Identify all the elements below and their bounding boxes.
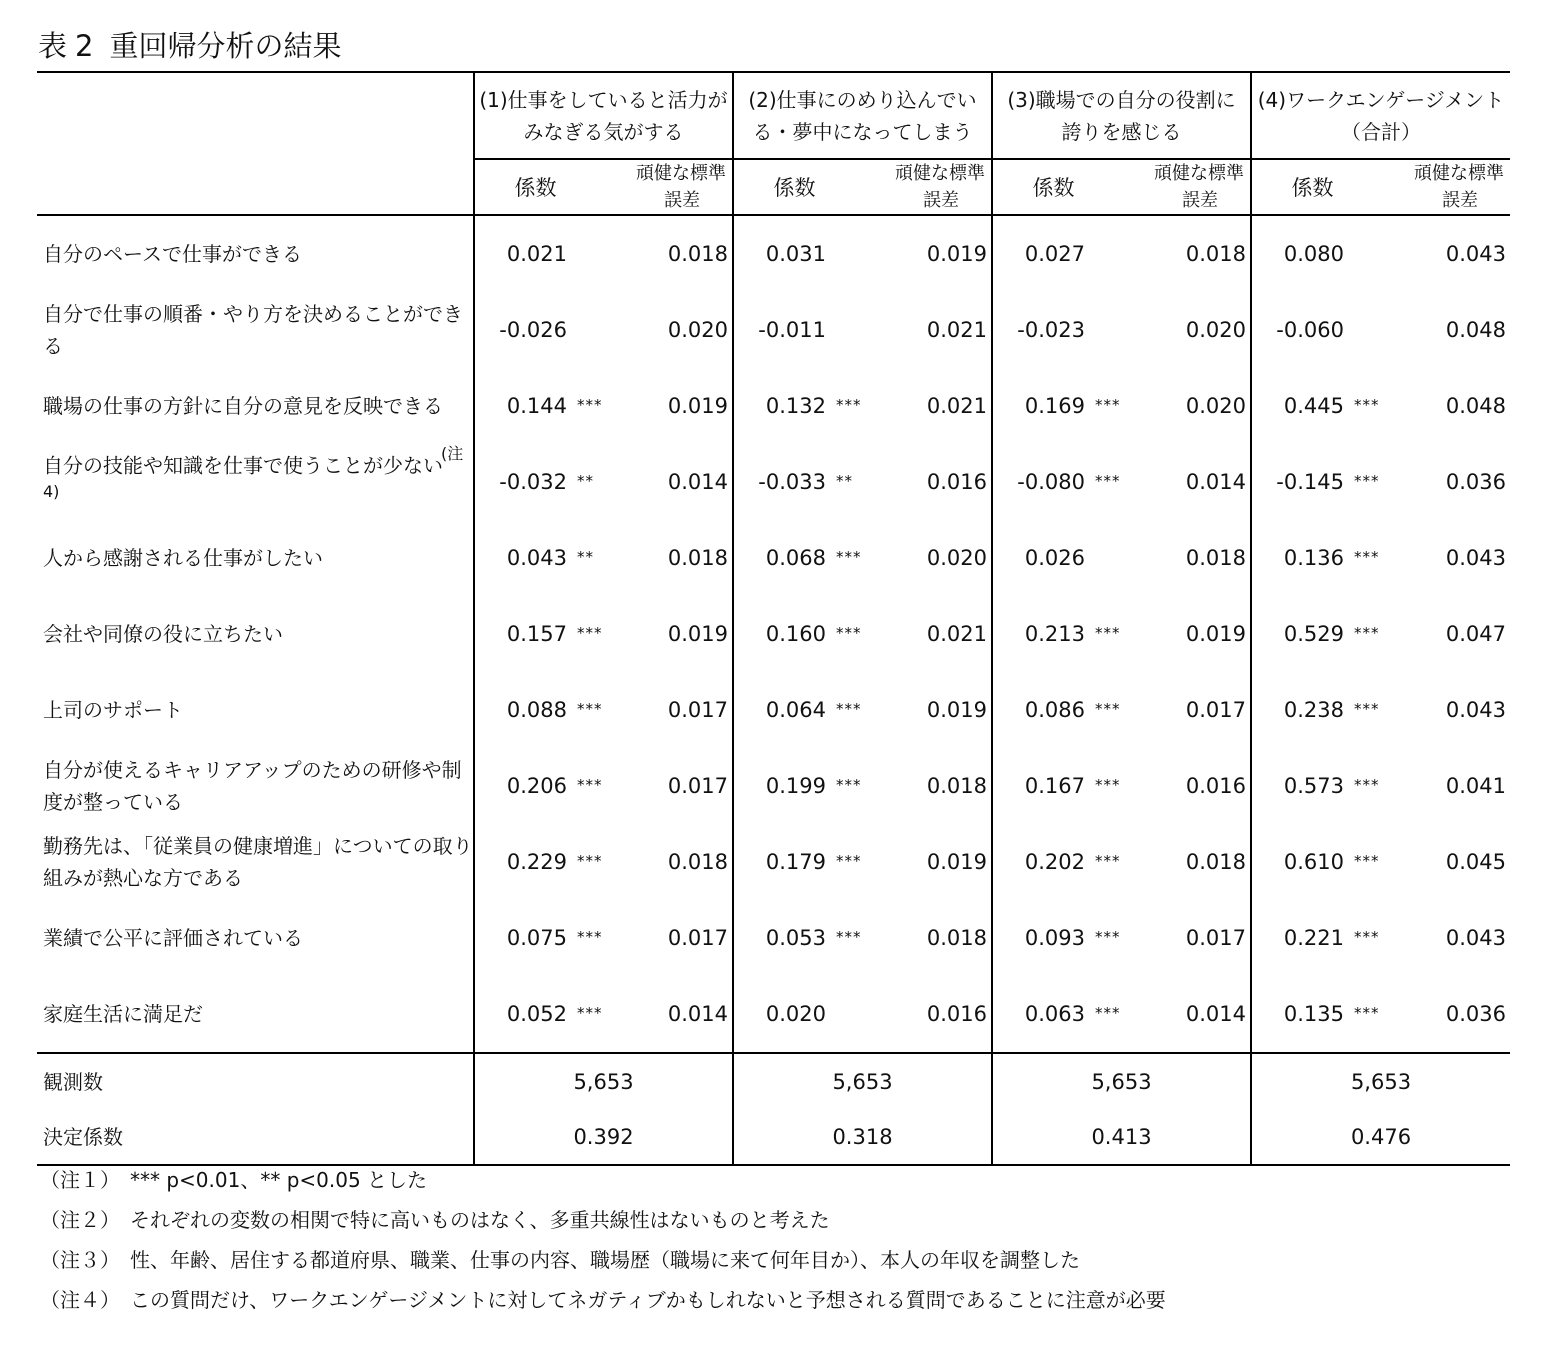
variable-label: 自分のペースで仕事ができる bbox=[43, 242, 302, 266]
se-header: 頑健な標準 誤差 bbox=[1138, 159, 1251, 215]
se-cell: 0.018 bbox=[1185, 546, 1246, 570]
table-row bbox=[37, 215, 1510, 292]
table-row bbox=[37, 900, 1510, 976]
se-cell: 0.014 bbox=[1185, 470, 1246, 494]
coef-cell: -0.011 bbox=[733, 292, 879, 368]
significance-stars: *** bbox=[836, 624, 862, 642]
significance-stars: *** bbox=[836, 852, 862, 870]
coef-cell: 0.068 *** bbox=[733, 520, 879, 596]
significance-stars: *** bbox=[1095, 928, 1121, 946]
se-cell: 0.019 bbox=[926, 242, 987, 266]
se-cell: 0.018 bbox=[667, 242, 728, 266]
coef-cell: 0.221 *** bbox=[1251, 900, 1397, 976]
model-header-2: (2)仕事にのめり込んでい る・夢中になってしまう bbox=[733, 72, 992, 159]
coef-cell: -0.145 *** bbox=[1251, 444, 1397, 520]
coef-cell: 0.075 *** bbox=[474, 900, 620, 976]
se-cell: 0.041 bbox=[1445, 774, 1506, 798]
footnote-tag: （注４） bbox=[40, 1288, 120, 1312]
stat-label: 観測数 bbox=[37, 1053, 474, 1109]
coef-cell: 0.132 *** bbox=[733, 368, 879, 444]
variable-label: 自分で仕事の順番・やり方を決めることができる bbox=[43, 302, 463, 358]
significance-stars: *** bbox=[1095, 776, 1121, 794]
stat-value: 5,653 bbox=[992, 1053, 1251, 1109]
title-number: 2 bbox=[75, 29, 94, 63]
coef-cell: 0.445 *** bbox=[1251, 368, 1397, 444]
se-cell: 0.021 bbox=[926, 622, 987, 646]
se-cell: 0.014 bbox=[1185, 1002, 1246, 1026]
se-cell: 0.014 bbox=[667, 1002, 728, 1026]
table-row bbox=[37, 824, 1510, 900]
table-body bbox=[37, 215, 1510, 1053]
title-prefix: 表 bbox=[38, 29, 68, 63]
coef-cell: 0.157 *** bbox=[474, 596, 620, 672]
significance-stars: *** bbox=[1354, 624, 1380, 642]
coef-cell: 0.169 *** bbox=[992, 368, 1138, 444]
coef-cell: 0.031 bbox=[733, 215, 879, 292]
coef-cell: 0.610 *** bbox=[1251, 824, 1397, 900]
footnote bbox=[40, 1280, 1166, 1320]
significance-stars: *** bbox=[1354, 852, 1380, 870]
title-text: 重回帰分析の結果 bbox=[109, 29, 342, 63]
se-cell: 0.021 bbox=[926, 318, 987, 342]
coef-header: 係数 bbox=[474, 159, 620, 215]
coef-cell: 0.088 *** bbox=[474, 672, 620, 748]
table-row bbox=[37, 292, 1510, 368]
coef-cell: -0.080 *** bbox=[992, 444, 1138, 520]
se-cell: 0.016 bbox=[1185, 774, 1246, 798]
significance-stars: *** bbox=[1354, 1004, 1380, 1022]
significance-stars: *** bbox=[577, 852, 603, 870]
model-header-1: (1)仕事をしていると活力が みなぎる気がする bbox=[474, 72, 733, 159]
table-stats bbox=[37, 1053, 1510, 1165]
significance-stars: *** bbox=[577, 776, 603, 794]
se-header: 頑健な標準 誤差 bbox=[620, 159, 733, 215]
footnote-tag: （注３） bbox=[40, 1248, 120, 1272]
coef-cell: 0.135 *** bbox=[1251, 976, 1397, 1053]
coef-cell: 0.063 *** bbox=[992, 976, 1138, 1053]
se-cell: 0.036 bbox=[1445, 470, 1506, 494]
se-cell: 0.043 bbox=[1445, 546, 1506, 570]
footnote bbox=[40, 1200, 1166, 1240]
coef-cell: 0.086 *** bbox=[992, 672, 1138, 748]
stat-label: 決定係数 bbox=[37, 1109, 474, 1165]
se-cell: 0.017 bbox=[667, 926, 728, 950]
table-row bbox=[37, 444, 1510, 520]
table-title bbox=[38, 24, 341, 65]
subheader-blank bbox=[37, 159, 474, 215]
significance-stars: *** bbox=[1354, 548, 1380, 566]
footnote-text: *** p<0.01、** p<0.05 とした bbox=[130, 1168, 428, 1192]
significance-stars: *** bbox=[836, 396, 862, 414]
coef-cell: 0.229 *** bbox=[474, 824, 620, 900]
coef-header: 係数 bbox=[992, 159, 1138, 215]
significance-stars: *** bbox=[836, 776, 862, 794]
table-row bbox=[37, 748, 1510, 824]
stat-value: 0.476 bbox=[1251, 1109, 1510, 1165]
footnote-text: 性、年齢、居住する都道府県、職業、仕事の内容、職場歴（職場に来て何年目か）、本人の年収を調整した bbox=[130, 1248, 1080, 1272]
significance-stars: *** bbox=[577, 624, 603, 642]
significance-stars: *** bbox=[836, 700, 862, 718]
coef-cell: 0.053 *** bbox=[733, 900, 879, 976]
se-cell: 0.048 bbox=[1445, 394, 1506, 418]
significance-stars: *** bbox=[1354, 396, 1380, 414]
variable-label: 勤務先は、「従業員の健康増進」についての取り組みが熱心な方である bbox=[43, 834, 473, 890]
significance-stars: *** bbox=[577, 396, 603, 414]
coef-cell: 0.202 *** bbox=[992, 824, 1138, 900]
coef-cell: 0.020 bbox=[733, 976, 879, 1053]
coef-cell: 0.093 *** bbox=[992, 900, 1138, 976]
se-cell: 0.016 bbox=[926, 1002, 987, 1026]
variable-label: 会社や同僚の役に立ちたい bbox=[43, 622, 283, 646]
variable-label: 人から感謝される仕事がしたい bbox=[43, 546, 323, 570]
se-cell: 0.020 bbox=[926, 546, 987, 570]
footnotes bbox=[40, 1160, 1166, 1320]
significance-stars: *** bbox=[577, 700, 603, 718]
se-cell: 0.018 bbox=[926, 926, 987, 950]
stat-row bbox=[37, 1109, 1510, 1165]
se-cell: 0.017 bbox=[1185, 926, 1246, 950]
footnote-text: それぞれの変数の相関で特に高いものはなく、多重共線性はないものと考えた bbox=[130, 1208, 830, 1232]
stat-row bbox=[37, 1053, 1510, 1109]
se-cell: 0.036 bbox=[1445, 1002, 1506, 1026]
coef-cell: 0.167 *** bbox=[992, 748, 1138, 824]
significance-stars: *** bbox=[1095, 624, 1121, 642]
se-cell: 0.020 bbox=[1185, 318, 1246, 342]
coef-cell: 0.043 ** bbox=[474, 520, 620, 596]
se-cell: 0.045 bbox=[1445, 850, 1506, 874]
coef-cell: 0.080 bbox=[1251, 215, 1397, 292]
table-row bbox=[37, 672, 1510, 748]
coef-cell: 0.206 *** bbox=[474, 748, 620, 824]
se-cell: 0.043 bbox=[1445, 242, 1506, 266]
significance-stars: *** bbox=[1354, 776, 1380, 794]
coef-cell: -0.023 bbox=[992, 292, 1138, 368]
coef-cell: 0.021 bbox=[474, 215, 620, 292]
significance-stars: *** bbox=[577, 1004, 603, 1022]
se-cell: 0.019 bbox=[926, 850, 987, 874]
variable-label: 上司のサポート bbox=[43, 698, 183, 722]
coef-cell: 0.144 *** bbox=[474, 368, 620, 444]
se-cell: 0.018 bbox=[667, 850, 728, 874]
significance-stars: *** bbox=[1095, 1004, 1121, 1022]
se-header: 頑健な標準 誤差 bbox=[879, 159, 992, 215]
variable-label: 家庭生活に満足だ bbox=[43, 1002, 203, 1026]
se-cell: 0.048 bbox=[1445, 318, 1506, 342]
variable-label: 自分の技能や知識を仕事で使うことが少ない$^{(注4)}$ bbox=[43, 444, 464, 501]
footnote-ref: (注4) bbox=[43, 444, 464, 501]
se-cell: 0.017 bbox=[667, 774, 728, 798]
se-cell: 0.018 bbox=[926, 774, 987, 798]
coef-header: 係数 bbox=[1251, 159, 1397, 215]
stat-value: 0.392 bbox=[474, 1109, 733, 1165]
se-cell: 0.020 bbox=[1185, 394, 1246, 418]
footnote-tag: （注２） bbox=[40, 1208, 120, 1232]
coef-cell: 0.136 *** bbox=[1251, 520, 1397, 596]
se-cell: 0.047 bbox=[1445, 622, 1506, 646]
se-cell: 0.019 bbox=[667, 394, 728, 418]
coef-cell: -0.032 ** bbox=[474, 444, 620, 520]
coef-cell: 0.160 *** bbox=[733, 596, 879, 672]
se-header: 頑健な標準 誤差 bbox=[1397, 159, 1510, 215]
coef-cell: 0.027 bbox=[992, 215, 1138, 292]
significance-stars: *** bbox=[577, 928, 603, 946]
coef-cell: 0.573 *** bbox=[1251, 748, 1397, 824]
footnote-text: この質問だけ、ワークエンゲージメントに対してネガティブかもしれないと予想される質問であることに注意が必要 bbox=[130, 1288, 1166, 1312]
significance-stars: ** bbox=[577, 472, 594, 490]
significance-stars: *** bbox=[1354, 700, 1380, 718]
table-row bbox=[37, 596, 1510, 672]
footnote bbox=[40, 1160, 1166, 1200]
se-cell: 0.018 bbox=[1185, 850, 1246, 874]
variable-label: 職場の仕事の方針に自分の意見を反映できる bbox=[43, 394, 443, 418]
significance-stars: *** bbox=[1095, 472, 1121, 490]
se-cell: 0.043 bbox=[1445, 926, 1506, 950]
coef-cell: -0.033 ** bbox=[733, 444, 879, 520]
variable-label: 自分が使えるキャリアアップのための研修や制度が整っている bbox=[43, 758, 462, 814]
se-cell: 0.021 bbox=[926, 394, 987, 418]
se-cell: 0.014 bbox=[667, 470, 728, 494]
se-cell: 0.017 bbox=[1185, 698, 1246, 722]
stat-value: 0.318 bbox=[733, 1109, 992, 1165]
significance-stars: *** bbox=[836, 548, 862, 566]
model-header-row bbox=[37, 72, 1510, 159]
coef-cell: 0.026 bbox=[992, 520, 1138, 596]
significance-stars: *** bbox=[1095, 700, 1121, 718]
coef-cell: 0.179 *** bbox=[733, 824, 879, 900]
coef-cell: -0.060 bbox=[1251, 292, 1397, 368]
significance-stars: *** bbox=[1354, 928, 1380, 946]
se-cell: 0.019 bbox=[926, 698, 987, 722]
significance-stars: *** bbox=[1354, 472, 1380, 490]
stat-value: 5,653 bbox=[474, 1053, 733, 1109]
regression-table bbox=[37, 71, 1510, 1166]
significance-stars: *** bbox=[836, 928, 862, 946]
coef-cell: 0.199 *** bbox=[733, 748, 879, 824]
se-cell: 0.019 bbox=[667, 622, 728, 646]
table-row bbox=[37, 520, 1510, 596]
se-cell: 0.019 bbox=[1185, 622, 1246, 646]
significance-stars: ** bbox=[577, 548, 594, 566]
coef-header: 係数 bbox=[733, 159, 879, 215]
significance-stars: *** bbox=[1095, 852, 1121, 870]
stat-value: 5,653 bbox=[733, 1053, 992, 1109]
se-cell: 0.018 bbox=[1185, 242, 1246, 266]
coef-cell: -0.026 bbox=[474, 292, 620, 368]
footnote-tag: （注１） bbox=[40, 1168, 120, 1192]
se-cell: 0.016 bbox=[926, 470, 987, 494]
table-row bbox=[37, 976, 1510, 1053]
footnote bbox=[40, 1240, 1166, 1280]
subheader-row bbox=[37, 159, 1510, 215]
table-row bbox=[37, 368, 1510, 444]
significance-stars: *** bbox=[1095, 396, 1121, 414]
coef-cell: 0.213 *** bbox=[992, 596, 1138, 672]
se-cell: 0.020 bbox=[667, 318, 728, 342]
se-cell: 0.017 bbox=[667, 698, 728, 722]
header-blank bbox=[37, 72, 474, 159]
se-cell: 0.018 bbox=[667, 546, 728, 570]
model-header-3: (3)職場での自分の役割に 誇りを感じる bbox=[992, 72, 1251, 159]
coef-cell: 0.238 *** bbox=[1251, 672, 1397, 748]
model-header-4: (4)ワークエンゲージメント （合計） bbox=[1251, 72, 1510, 159]
stat-value: 5,653 bbox=[1251, 1053, 1510, 1109]
stat-value: 0.413 bbox=[992, 1109, 1251, 1165]
coef-cell: 0.064 *** bbox=[733, 672, 879, 748]
significance-stars: ** bbox=[836, 472, 853, 490]
coef-cell: 0.529 *** bbox=[1251, 596, 1397, 672]
variable-label: 業績で公平に評価されている bbox=[43, 926, 303, 950]
se-cell: 0.043 bbox=[1445, 698, 1506, 722]
coef-cell: 0.052 *** bbox=[474, 976, 620, 1053]
